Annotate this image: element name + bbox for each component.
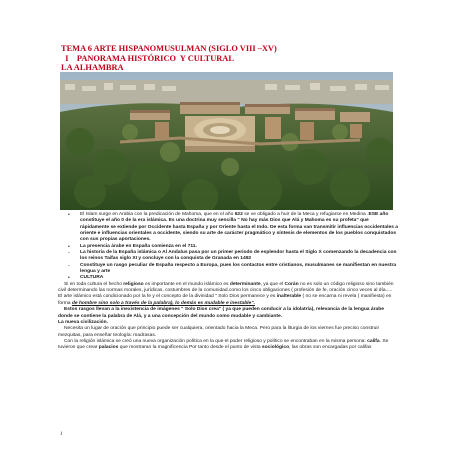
list-text: Constituye un rasgo peculiar de España respecto a Europa, pues los contactos entre cristianos, musulmanes se manifiestan en nuestra lengua y arte: [80, 262, 397, 275]
text-run: califa: [367, 338, 380, 344]
text-run: , ya que el: [260, 281, 285, 287]
section-heading: La nueva civilización.: [58, 319, 109, 325]
text-run: . Se tuvieron que crear: [58, 338, 389, 351]
text-run: que mostraran la magnificencia Por tanto desde el punto de vista: [118, 345, 262, 351]
title-line-3: LA ALHAMBRA: [61, 63, 124, 73]
text-run: Si en toda cultura el hecho: [64, 281, 124, 287]
text-run: sociológico: [261, 345, 290, 351]
paragraph-6: [58, 339, 398, 352]
list-text: ESE año constituye el año 0 de la era islámica.: [80, 212, 389, 224]
text-run: Corán: [284, 281, 299, 287]
dash-mark: -: [68, 262, 70, 269]
text-run: inalterable: [276, 294, 302, 300]
list-text: CULTURA: [80, 275, 104, 281]
list-text: La presencia árabe en España comienza en el 711.: [80, 243, 197, 249]
list-text: Es una doctrina muy sencilla " No hay más Dios que Alá y Mahoma es su profeta" que rápidamente se extiende por Occidente hasta España y por Oriente hasta el Indo. De esta forma van transmitir influencias occidentales a oriente e influencias orientales a occidente, siendo su arte de carácter pragmático y síntesis de elementos de los pueblos conquistados con sus propias aportaciones.: [80, 218, 398, 243]
list-text: El Islam surge en Arabia con la predicación de Mahoma, que en el año: [80, 212, 235, 217]
list-text: 622: [234, 212, 243, 217]
text-run: Con la religión islámica se creó una nueva organización política en la que el poder religioso y político se encontraban en la misma persona:: [64, 338, 368, 344]
paragraph-3: Estos rasgos llevan a la inexistencia de imágenes " Solo Dios crea" ( ya que pueden conducir a la idolatría), relevancia de la lengua árabe donde se contiene la palabra de Alá, y a una concepción del mundo como mudable y cambiante.: [58, 307, 384, 319]
list-item: [58, 275, 398, 281]
text-run: El arte islámico está condicionado por la fe y el concepto de la divinidad " Solo Dios permanece y es: [58, 294, 277, 300]
bullet-mark: •: [68, 243, 70, 250]
bullet-list: [58, 212, 398, 282]
text-run: no es solo un código religioso sino también civil determinando las normas morales, jurídicas, costumbres de la comunidad.como los cinco obligaciones ( profesión de fe, oración cinco veces al día.....: [58, 281, 394, 294]
text-run: es importante en el mundo islámico es: [143, 281, 230, 287]
alhambra-photo: [60, 72, 393, 210]
list-item: [58, 263, 398, 276]
dash-mark: -: [68, 250, 70, 257]
paragraph-2: [58, 294, 398, 307]
paragraph-1: [58, 282, 398, 295]
text-run: religioso: [123, 281, 144, 287]
list-text: La historia de la España islámica o Al Andalus pasa por un primer periodo de esplendor hasta el Siglo X comenzando la decadencia con los reinos Taifas siglo XI y concluye con la conquista de Granada en 1492: [80, 250, 397, 262]
text-run: palacios: [98, 345, 119, 351]
text-run: determinante: [229, 281, 261, 287]
list-item: [58, 250, 398, 263]
bullet-mark: •: [68, 212, 70, 218]
list-item: [58, 212, 398, 244]
text-run: de hombre sino solo a través de la palabra), lo demás es mudable e inestable".: [71, 300, 255, 306]
title-line-1: TEMA 6 ARTE HISPANOMUSULMAN (SIGLO VIII –XV): [61, 44, 277, 53]
document-title: [61, 44, 391, 73]
page-number: 1: [60, 432, 63, 437]
title-line-2: I PANORAMA HISTÓRICO Y CULTURAL: [61, 53, 234, 63]
list-text: se ve obligado a huir de la Meca y refugiarse en Medina .: [242, 212, 369, 217]
text-run: ( no se encarna ni revela ( manifiesta) en forma: [58, 294, 392, 306]
document-body: [58, 212, 398, 352]
bullet-mark: •: [68, 275, 70, 282]
text-run: , las obras son encargadas por califas: [289, 345, 372, 351]
paragraph-5: Necesita un lugar de oración que principio puede ser cualquiera, orientado hacia la Meca. Pero para la liturgia de los viernes fue preciso construir mezquitas, para enseñar teología: madrasas.: [58, 326, 380, 338]
